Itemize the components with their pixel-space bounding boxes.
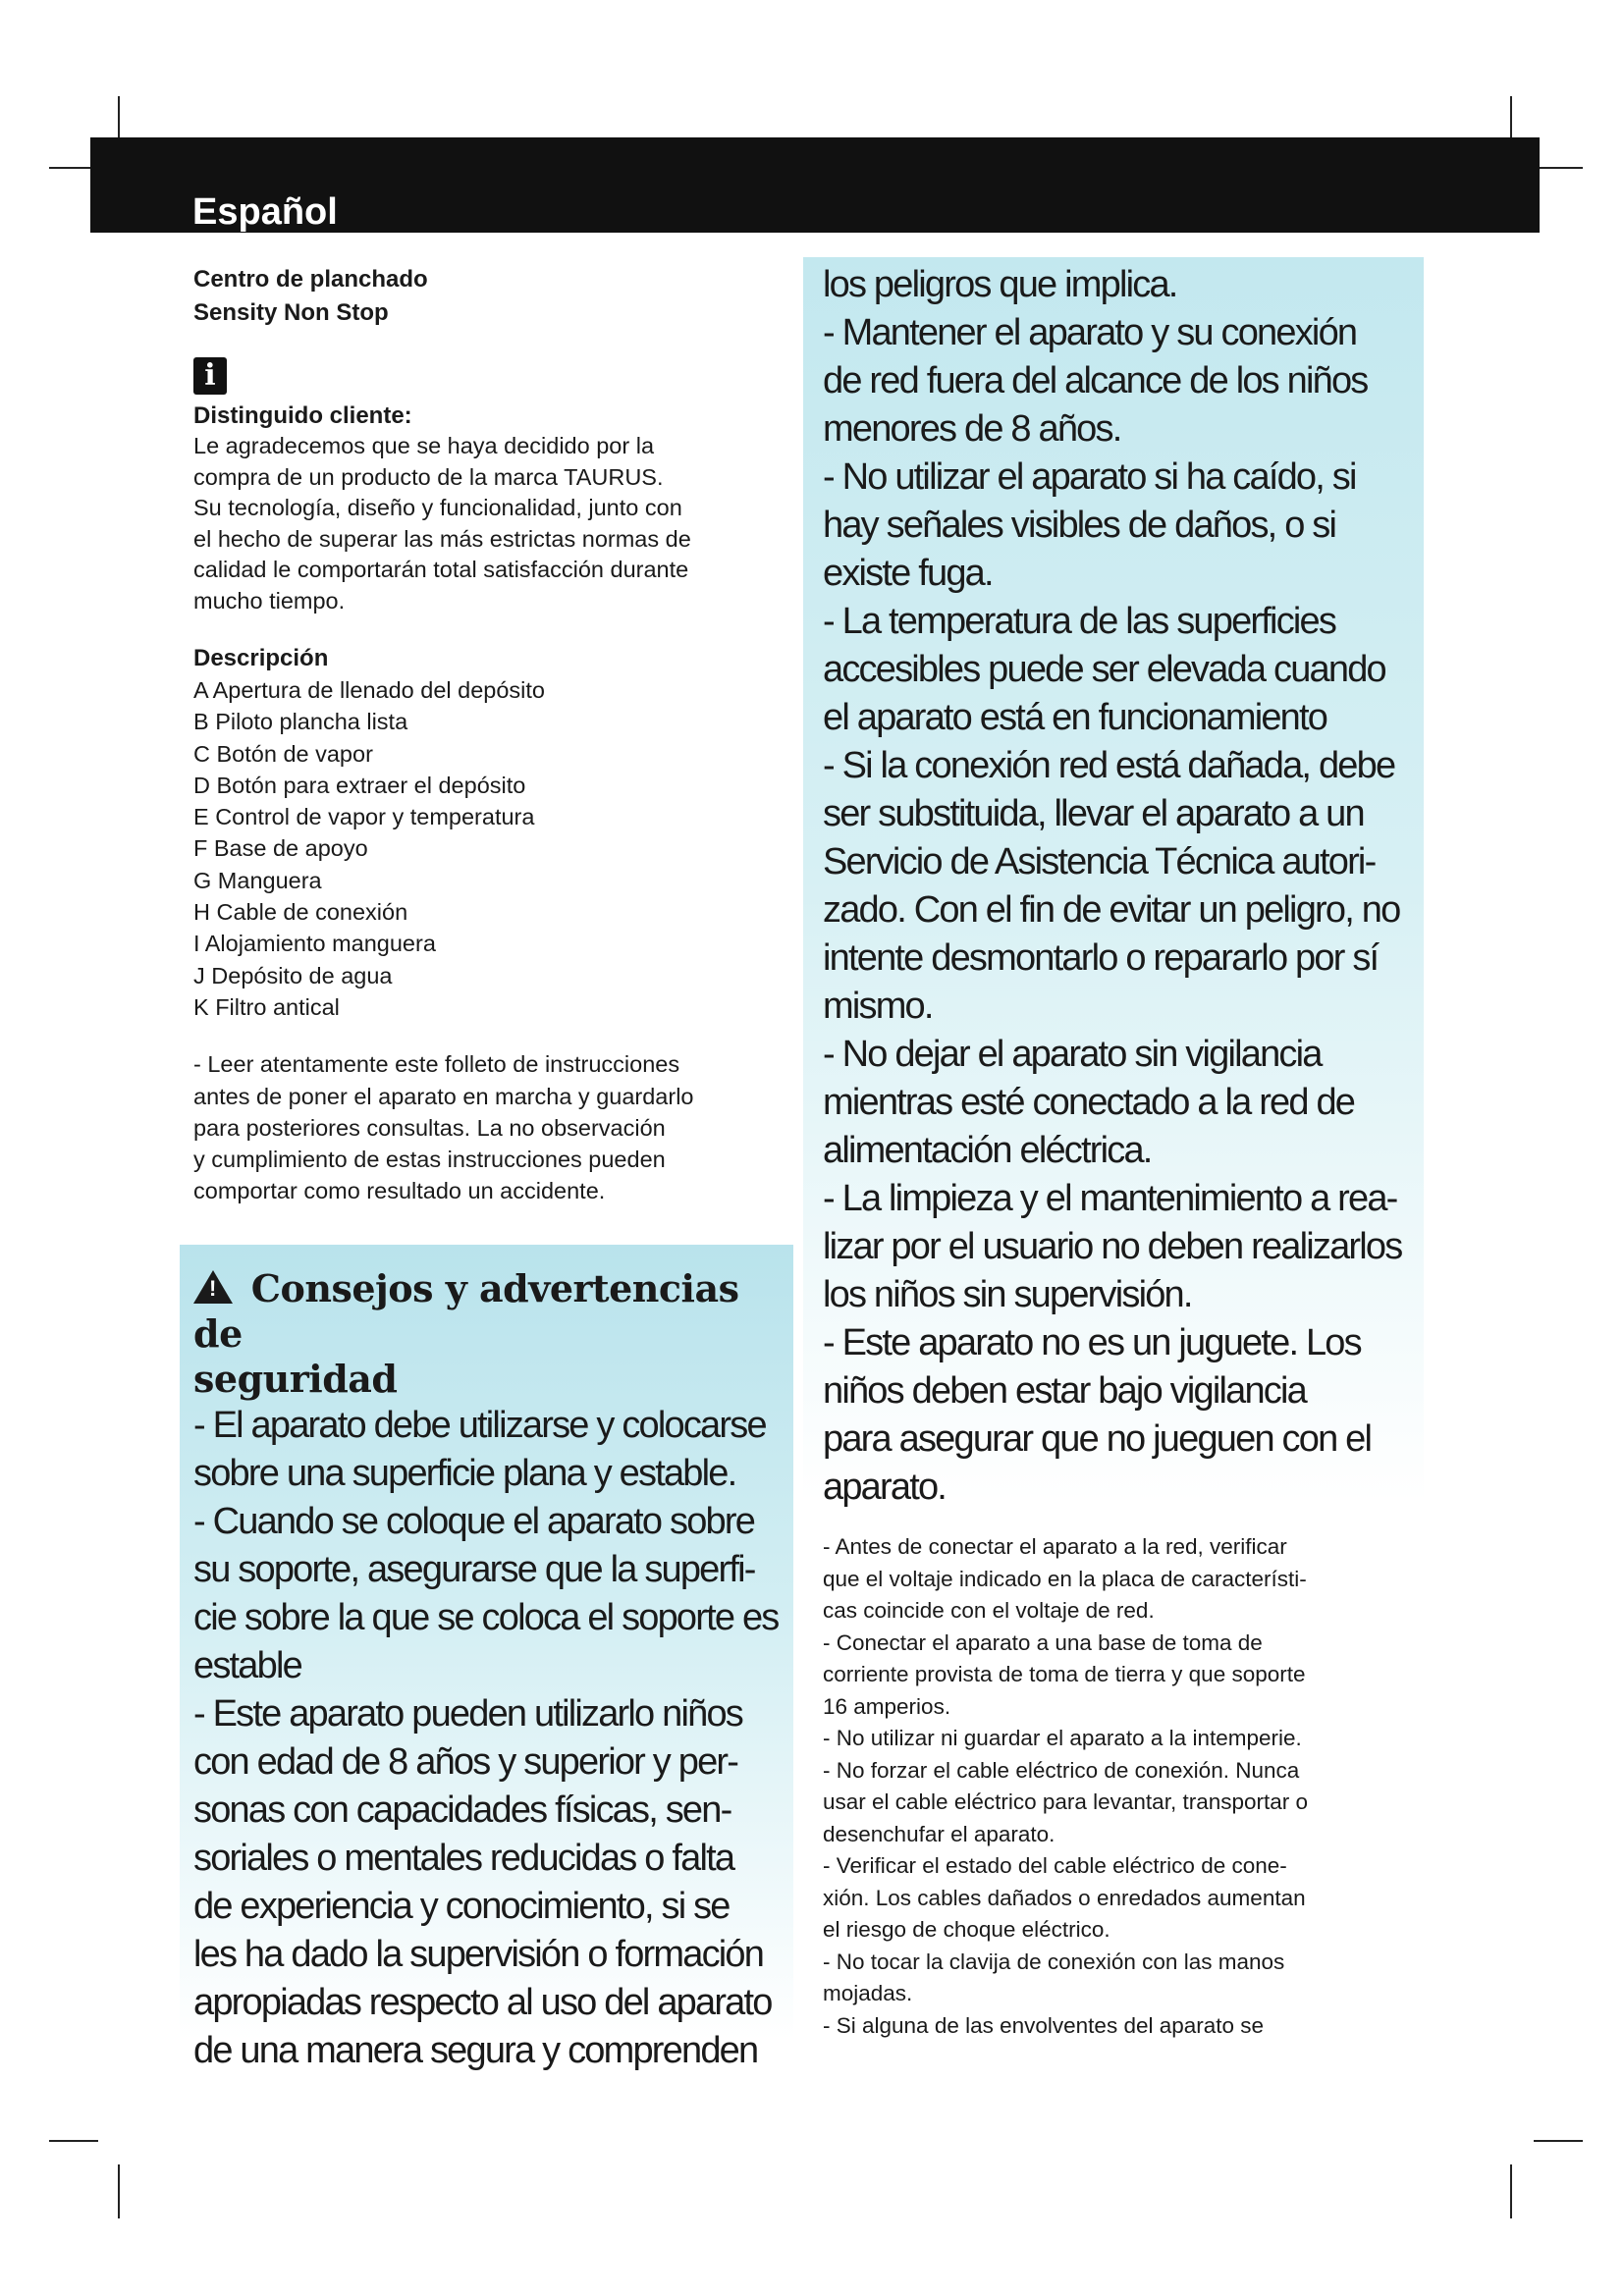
left-column <box>193 263 783 1207</box>
note-line: comportar como resultado un accidente. <box>193 1178 606 1204</box>
warning-line: usar el cable eléctrico para levantar, transportar o <box>823 1789 1309 1814</box>
safety-line: de experiencia y conocimiento, si se <box>193 1886 730 1927</box>
greeting-line: mucho tiempo. <box>193 587 346 614</box>
electrical-warnings <box>823 1531 1424 2042</box>
greeting-line: Su tecnología, diseño y funcionalidad, junto con <box>193 495 682 520</box>
safety-line: ser substituida, llevar el aparato a un <box>823 793 1364 834</box>
safety-line: mientras esté conectado a la red de <box>823 1082 1355 1123</box>
description-item: I Alojamiento manguera <box>193 931 436 957</box>
warning-triangle-icon: ! <box>193 1270 233 1304</box>
product-category: Centro de planchado <box>193 266 428 293</box>
description-item: K Filtro antical <box>193 993 340 1020</box>
warning-line: el riesgo de choque eléctrico. <box>823 1917 1110 1942</box>
greeting-line: Le agradecemos que se haya decidido por la <box>193 433 655 458</box>
safety-line: - Este aparato pueden utilizarlo niños <box>193 1693 742 1735</box>
warning-line: xión. Los cables dañados o enredados aumentan <box>823 1885 1306 1910</box>
safety-right-body <box>823 261 1424 1512</box>
safety-line: Servicio de Asistencia Técnica autori- <box>823 841 1376 882</box>
safety-line: niños deben estar bajo vigilancia <box>823 1370 1306 1412</box>
greeting-line: calidad le comportarán total satisfacción durante <box>193 557 689 582</box>
description-item: E Control de vapor y temperatura <box>193 804 535 830</box>
warning-line: que el voltaje indicado en la placa de característi- <box>823 1566 1307 1591</box>
warning-line: - Si alguna de las envolventes del aparato se <box>823 2012 1265 2038</box>
safety-line: - No utilizar el aparato si ha caído, si <box>823 456 1356 498</box>
safety-line: de red fuera del alcance de los niños <box>823 360 1368 401</box>
greeting-line: compra de un producto de la marca TAURUS. <box>193 463 664 490</box>
safety-line: su soporte, asegurarse que la superfi- <box>193 1549 755 1590</box>
warning-line: 16 amperios. <box>823 1693 951 1719</box>
description-title: Descripción <box>193 645 329 671</box>
info-icon: i <box>193 357 227 395</box>
safety-line: lizar por el usuario no deben realizarlos <box>823 1226 1402 1267</box>
warning-line: desenchufar el aparato. <box>823 1821 1056 1846</box>
safety-line: para asegurar que no jueguen con el <box>823 1418 1372 1460</box>
safety-line: sonas con capacidades físicas, sen- <box>193 1789 731 1831</box>
safety-line: sobre una superficie plana y estable. <box>193 1453 736 1494</box>
safety-line: los peligros que implica. <box>823 264 1177 305</box>
crop-mark-bottom-right-h <box>1534 2140 1583 2142</box>
safety-line: alimentación eléctrica. <box>823 1130 1152 1171</box>
note-line: para posteriores consultas. La no observación <box>193 1114 666 1141</box>
safety-title-line2: seguridad <box>193 1357 398 1401</box>
warning-line: mojadas. <box>823 1981 913 2005</box>
crop-mark-top-right-h <box>1534 167 1583 169</box>
description-item: J Depósito de agua <box>193 962 393 988</box>
safety-line: - Si la conexión red está dañada, debe <box>823 745 1395 786</box>
safety-line: apropiadas respecto al uso del aparato <box>193 1982 772 2023</box>
language-header-bar <box>90 137 1540 233</box>
safety-line: de una manera segura y comprenden <box>193 2030 758 2071</box>
crop-mark-bottom-right-v <box>1510 2164 1512 2218</box>
safety-line: estable <box>193 1645 301 1686</box>
safety-left-body <box>193 1402 783 2075</box>
safety-line: menores de 8 años. <box>823 408 1121 450</box>
safety-line: - La temperatura de las superficies <box>823 601 1336 642</box>
description-item: C Botón de vapor <box>193 740 373 767</box>
safety-title <box>193 1266 783 1402</box>
safety-line: con edad de 8 años y superior y per- <box>193 1741 738 1783</box>
warning-line: - Conectar el aparato a una base de toma de <box>823 1629 1263 1655</box>
description-item: D Botón para extraer el depósito <box>193 772 526 798</box>
safety-line: - Este aparato no es un juguete. Los <box>823 1322 1361 1363</box>
safety-line: existe fuga. <box>823 553 993 594</box>
warning-line: - Verificar el estado del cable eléctrico de cone- <box>823 1853 1287 1878</box>
read-instructions-note <box>193 1048 783 1206</box>
note-line: - Leer atentamente este folleto de instrucciones <box>193 1051 680 1078</box>
safety-line: cie sobre la que se coloca el soporte es <box>193 1597 779 1638</box>
greeting-body <box>193 431 783 616</box>
warning-line: - No forzar el cable eléctrico de conexión. Nunca <box>823 1757 1300 1783</box>
description-item: B Piloto plancha lista <box>193 709 408 735</box>
safety-line: - La limpieza y el mantenimiento a rea- <box>823 1178 1397 1219</box>
warning-line: - No tocar la clavija de conexión con las manos <box>823 1949 1285 1974</box>
warning-line: - No utilizar ni guardar el aparato a la intemperie. <box>823 1726 1302 1750</box>
warning-line: cas coincide con el voltaje de red. <box>823 1598 1155 1623</box>
safety-line: soriales o mentales reducidas o falta <box>193 1838 734 1879</box>
safety-section <box>193 1266 783 2075</box>
safety-line: el aparato está en funcionamiento <box>823 697 1327 738</box>
safety-line: les ha dado la supervisión o formación <box>193 1934 764 1975</box>
safety-line: zado. Con el fin de evitar un peligro, no <box>823 889 1400 931</box>
language-title: Español <box>192 191 338 233</box>
safety-line: - Cuando se coloque el aparato sobre <box>193 1501 755 1542</box>
safety-line: - No dejar el aparato sin vigilancia <box>823 1034 1322 1075</box>
note-line: y cumplimiento de estas instrucciones pueden <box>193 1147 666 1173</box>
product-model: Sensity Non Stop <box>193 299 389 326</box>
crop-mark-bottom-left-v <box>118 2164 120 2218</box>
greeting-title: Distinguido cliente: <box>193 402 412 429</box>
description-item: F Base de apoyo <box>193 835 368 862</box>
safety-line: - El aparato debe utilizarse y colocarse <box>193 1405 766 1446</box>
description-item: A Apertura de llenado del depósito <box>193 677 545 703</box>
safety-line: los niños sin supervisión. <box>823 1274 1192 1315</box>
safety-title-line1: Consejos y advertencias de <box>193 1266 739 1356</box>
warning-line: - Antes de conectar el aparato a la red, verificar <box>823 1534 1287 1559</box>
safety-line: intente desmontarlo o repararlo por sí <box>823 937 1379 979</box>
safety-line: - Mantener el aparato y su conexión <box>823 312 1357 353</box>
description-item: G Manguera <box>193 867 322 893</box>
safety-line: aparato. <box>823 1467 947 1508</box>
safety-line: accesibles puede ser elevada cuando <box>823 649 1385 690</box>
description-list <box>193 674 783 1023</box>
warning-line: corriente provista de toma de tierra y que soporte <box>823 1662 1306 1686</box>
greeting-line: el hecho de superar las más estrictas normas de <box>193 525 691 552</box>
safety-line: mismo. <box>823 986 933 1027</box>
crop-mark-bottom-left-h <box>49 2140 98 2142</box>
description-item: H Cable de conexión <box>193 899 408 926</box>
safety-line: hay señales visibles de daños, o si <box>823 505 1336 546</box>
note-line: antes de poner el aparato en marcha y guardarlo <box>193 1083 694 1109</box>
